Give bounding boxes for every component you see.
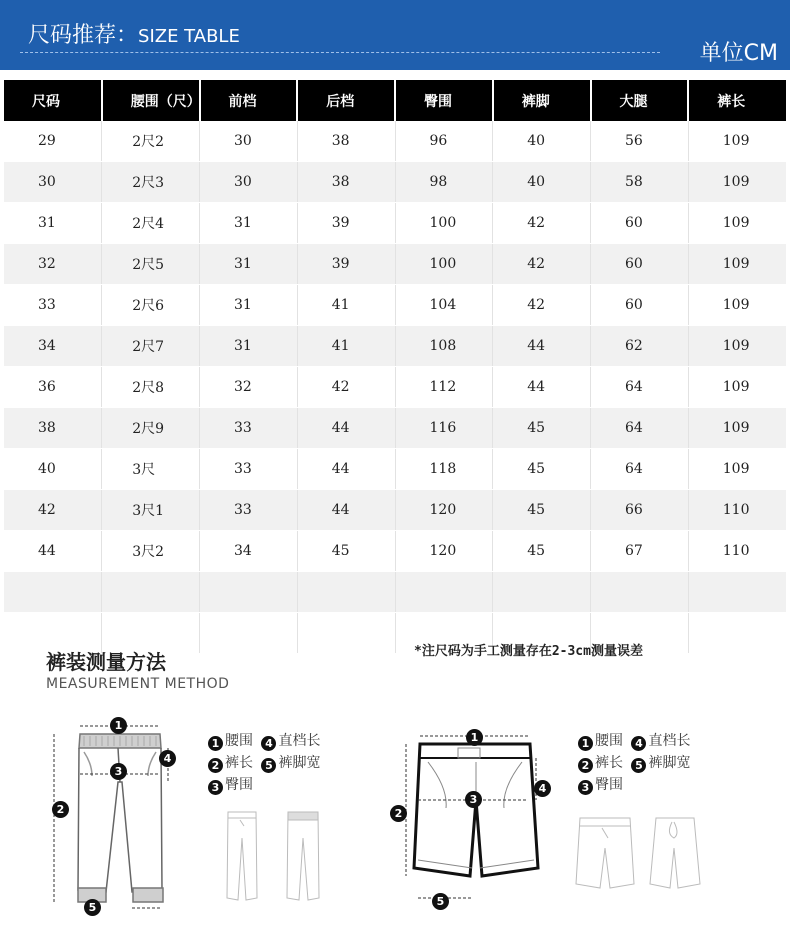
table-cell bbox=[200, 572, 298, 613]
table-cell: 2尺3 bbox=[102, 162, 200, 203]
legend-left bbox=[208, 730, 320, 796]
trousers-thumbnails bbox=[222, 808, 342, 904]
table-cell: 30 bbox=[200, 162, 298, 203]
legend-num: 1 bbox=[578, 736, 593, 751]
table-cell bbox=[4, 572, 102, 613]
legend-num: 1 bbox=[208, 736, 223, 751]
table-cell: 109 bbox=[688, 162, 786, 203]
size-table bbox=[4, 80, 786, 654]
table-cell: 42 bbox=[493, 285, 591, 326]
legend-num: 3 bbox=[578, 780, 593, 795]
table-cell: 32 bbox=[200, 367, 298, 408]
title-cn: 尺码推荐： bbox=[28, 23, 139, 48]
table-row bbox=[4, 531, 786, 572]
table-cell: 40 bbox=[4, 449, 102, 490]
table-cell: 33 bbox=[200, 449, 298, 490]
table-cell: 2尺5 bbox=[102, 244, 200, 285]
table-cell: 29 bbox=[4, 121, 102, 162]
table-cell: 100 bbox=[395, 203, 493, 244]
table-row bbox=[4, 572, 786, 613]
table-cell: 64 bbox=[591, 408, 689, 449]
table-row bbox=[4, 244, 786, 285]
table-cell: 32 bbox=[4, 244, 102, 285]
table-cell bbox=[200, 613, 298, 654]
table-cell: 31 bbox=[200, 326, 298, 367]
table-cell: 44 bbox=[493, 367, 591, 408]
table-cell: 2尺7 bbox=[102, 326, 200, 367]
table-header-row bbox=[4, 80, 786, 121]
header-divider bbox=[20, 52, 660, 53]
marker-waist: 1 bbox=[110, 717, 127, 734]
marker-hem: 5 bbox=[84, 899, 101, 916]
table-cell: 38 bbox=[4, 408, 102, 449]
table-cell: 109 bbox=[688, 326, 786, 367]
legend-label: 直档长 bbox=[648, 733, 691, 749]
table-cell: 110 bbox=[688, 531, 786, 572]
table-cell: 39 bbox=[297, 244, 395, 285]
table-cell: 66 bbox=[591, 490, 689, 531]
table-cell: 108 bbox=[395, 326, 493, 367]
table-cell bbox=[688, 572, 786, 613]
table-cell bbox=[102, 572, 200, 613]
legend-label: 腰围 bbox=[595, 733, 623, 749]
table-cell: 44 bbox=[297, 449, 395, 490]
legend-num: 4 bbox=[631, 736, 646, 751]
table-cell: 104 bbox=[395, 285, 493, 326]
table-row bbox=[4, 162, 786, 203]
table-cell: 45 bbox=[493, 408, 591, 449]
table-row bbox=[4, 490, 786, 531]
table-cell: 41 bbox=[297, 326, 395, 367]
table-cell: 44 bbox=[4, 531, 102, 572]
col-header: 裤长 bbox=[688, 80, 786, 121]
legend-label: 直档长 bbox=[278, 733, 321, 749]
col-header: 裤脚 bbox=[493, 80, 591, 121]
table-row bbox=[4, 449, 786, 490]
table-cell bbox=[297, 613, 395, 654]
table-row bbox=[4, 326, 786, 367]
table-cell: 33 bbox=[4, 285, 102, 326]
table-cell: 120 bbox=[395, 531, 493, 572]
table-cell: 109 bbox=[688, 285, 786, 326]
table-cell: 36 bbox=[4, 367, 102, 408]
table-cell: 45 bbox=[493, 531, 591, 572]
marker-hem: 5 bbox=[432, 893, 449, 910]
table-cell: 116 bbox=[395, 408, 493, 449]
table-cell: 2尺4 bbox=[102, 203, 200, 244]
table-cell: 44 bbox=[493, 326, 591, 367]
col-header: 腰围（尺） bbox=[102, 80, 200, 121]
table-cell: 45 bbox=[493, 490, 591, 531]
legend-right bbox=[578, 730, 690, 796]
table-cell bbox=[395, 572, 493, 613]
table-cell bbox=[688, 613, 786, 654]
table-cell: 30 bbox=[200, 121, 298, 162]
col-header: 后档 bbox=[297, 80, 395, 121]
table-cell: 31 bbox=[200, 244, 298, 285]
table-cell: 2尺6 bbox=[102, 285, 200, 326]
table-cell: 33 bbox=[200, 490, 298, 531]
col-header: 前档 bbox=[200, 80, 298, 121]
table-cell: 58 bbox=[591, 162, 689, 203]
table-cell: 34 bbox=[4, 326, 102, 367]
col-header: 臀围 bbox=[395, 80, 493, 121]
table-cell: 109 bbox=[688, 367, 786, 408]
table-row bbox=[4, 203, 786, 244]
legend-num: 5 bbox=[261, 758, 276, 773]
table-cell: 44 bbox=[297, 408, 395, 449]
table-cell: 96 bbox=[395, 121, 493, 162]
table-cell: 64 bbox=[591, 449, 689, 490]
table-cell: 45 bbox=[493, 449, 591, 490]
marker-hip: 3 bbox=[110, 763, 127, 780]
marker-hip: 3 bbox=[465, 791, 482, 808]
legend-num: 2 bbox=[208, 758, 223, 773]
table-cell: 42 bbox=[493, 203, 591, 244]
legend-label: 裤长 bbox=[595, 755, 623, 771]
legend-num: 2 bbox=[578, 758, 593, 773]
table-cell: 109 bbox=[688, 408, 786, 449]
marker-rise: 4 bbox=[159, 750, 176, 767]
table-cell: 42 bbox=[4, 490, 102, 531]
table-cell bbox=[591, 572, 689, 613]
table-cell: 42 bbox=[297, 367, 395, 408]
table-cell: 109 bbox=[688, 449, 786, 490]
unit-label: 单位CM bbox=[699, 41, 778, 66]
table-cell: 31 bbox=[4, 203, 102, 244]
legend-label: 裤脚宽 bbox=[648, 755, 691, 771]
legend-label: 腰围 bbox=[225, 733, 253, 749]
table-row bbox=[4, 285, 786, 326]
table-cell: 112 bbox=[395, 367, 493, 408]
marker-rise: 4 bbox=[534, 780, 551, 797]
table-cell: 2尺2 bbox=[102, 121, 200, 162]
legend-label: 裤长 bbox=[225, 755, 253, 771]
legend-num: 3 bbox=[208, 780, 223, 795]
table-row bbox=[4, 121, 786, 162]
col-header: 尺码 bbox=[4, 80, 102, 121]
table-cell: 120 bbox=[395, 490, 493, 531]
shorts-diagram bbox=[388, 728, 558, 918]
marker-waist: 1 bbox=[466, 729, 483, 746]
table-cell: 60 bbox=[591, 285, 689, 326]
marker-length: 2 bbox=[52, 801, 69, 818]
table-cell: 44 bbox=[297, 490, 395, 531]
table-cell: 39 bbox=[297, 203, 395, 244]
table-cell: 40 bbox=[493, 162, 591, 203]
legend-label: 臀围 bbox=[595, 777, 623, 793]
col-header: 大腿 bbox=[591, 80, 689, 121]
legend-num: 4 bbox=[261, 736, 276, 751]
table-cell: 3尺1 bbox=[102, 490, 200, 531]
table-cell: 60 bbox=[591, 244, 689, 285]
table-cell: 56 bbox=[591, 121, 689, 162]
table-cell: 2尺9 bbox=[102, 408, 200, 449]
measurement-subtitle: MEASUREMENT METHOD bbox=[46, 676, 230, 692]
table-cell: 109 bbox=[688, 203, 786, 244]
table-row bbox=[4, 367, 786, 408]
page-title bbox=[28, 18, 240, 49]
shorts-thumbnails bbox=[574, 814, 704, 894]
table-cell: 41 bbox=[297, 285, 395, 326]
table-cell: 109 bbox=[688, 244, 786, 285]
legend-num: 5 bbox=[631, 758, 646, 773]
table-cell: 42 bbox=[493, 244, 591, 285]
table-cell: 38 bbox=[297, 121, 395, 162]
title-en: SIZE TABLE bbox=[138, 26, 240, 47]
measurement-title: 裤装测量方法 bbox=[46, 650, 166, 674]
table-cell: 2尺8 bbox=[102, 367, 200, 408]
table-cell: 31 bbox=[200, 285, 298, 326]
legend-label: 裤脚宽 bbox=[278, 755, 321, 771]
table-cell: 62 bbox=[591, 326, 689, 367]
table-cell: 34 bbox=[200, 531, 298, 572]
table-row bbox=[4, 408, 786, 449]
table-cell bbox=[493, 572, 591, 613]
table-cell: 30 bbox=[4, 162, 102, 203]
table-cell: 3尺2 bbox=[102, 531, 200, 572]
measurement-note: *注尺码为手工测量存在2-3cm测量误差 bbox=[414, 644, 643, 659]
legend-label: 臀围 bbox=[225, 777, 253, 793]
marker-length: 2 bbox=[390, 805, 407, 822]
header-banner bbox=[0, 0, 790, 70]
table-cell: 110 bbox=[688, 490, 786, 531]
table-cell: 98 bbox=[395, 162, 493, 203]
table-cell: 31 bbox=[200, 203, 298, 244]
table-cell: 3尺 bbox=[102, 449, 200, 490]
table-cell: 64 bbox=[591, 367, 689, 408]
table-cell bbox=[297, 572, 395, 613]
table-cell: 118 bbox=[395, 449, 493, 490]
table-cell: 67 bbox=[591, 531, 689, 572]
table-cell: 38 bbox=[297, 162, 395, 203]
table-cell: 45 bbox=[297, 531, 395, 572]
table-cell: 109 bbox=[688, 121, 786, 162]
table-cell: 40 bbox=[493, 121, 591, 162]
table-cell: 60 bbox=[591, 203, 689, 244]
table-cell: 100 bbox=[395, 244, 493, 285]
table-cell: 33 bbox=[200, 408, 298, 449]
